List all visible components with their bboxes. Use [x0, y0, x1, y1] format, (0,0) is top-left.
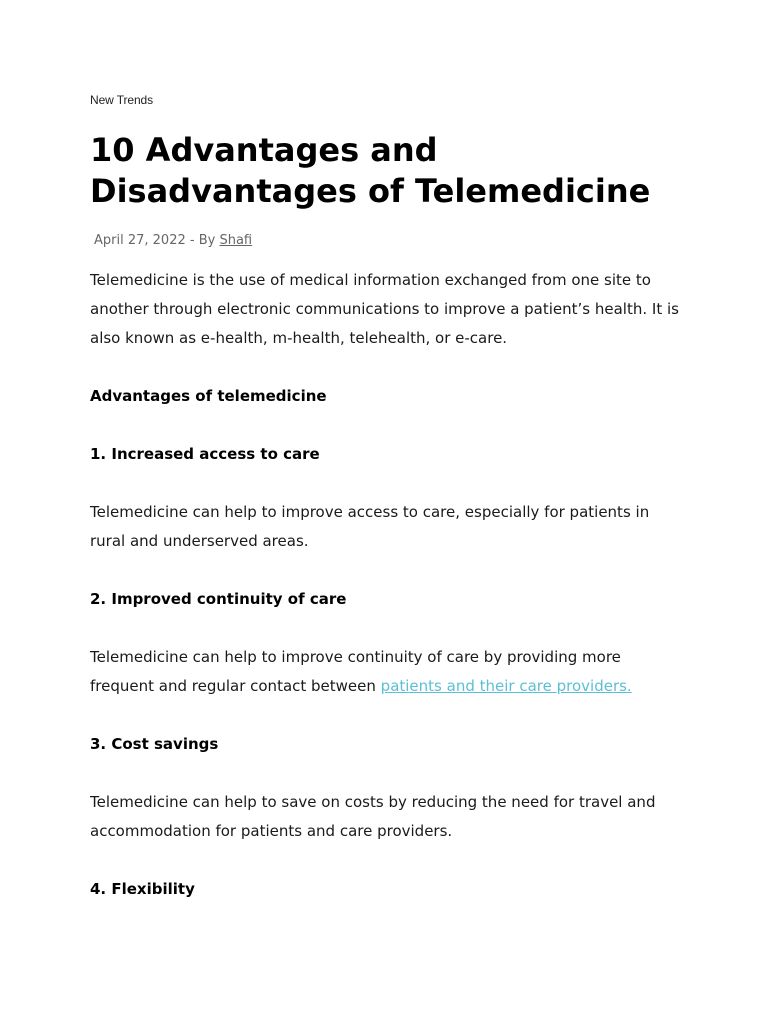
spacer — [90, 353, 680, 382]
author-link[interactable]: Shafi — [219, 233, 253, 248]
spacer — [90, 614, 680, 643]
article-body — [90, 266, 680, 904]
publish-date: April 27, 2022 — [94, 233, 186, 248]
item-text-2 — [90, 643, 680, 701]
intro-paragraph: Telemedicine is the use of medical information exchanged from one site to another through electronic communications to improve a patient’s health. It is also known as e-health, m-health, telehealth, or e-care. — [90, 271, 679, 347]
item-heading-3: 3. Cost savings — [90, 735, 219, 753]
item-heading-2: 2. Improved continuity of care — [90, 590, 347, 608]
spacer — [90, 556, 680, 585]
spacer — [90, 846, 680, 875]
article-meta — [94, 233, 252, 248]
spacer — [90, 759, 680, 788]
item-heading-4: 4. Flexibility — [90, 880, 195, 898]
spacer — [90, 411, 680, 440]
item-text-1: Telemedicine can help to improve access to care, especially for patients in rural and underserved areas. — [90, 503, 650, 550]
spacer — [90, 701, 680, 730]
care-providers-link[interactable]: patients and their care providers. — [380, 677, 632, 695]
spacer — [90, 469, 680, 498]
article-title: 10 Advantages and Disadvantages of Telemedicine — [90, 131, 651, 210]
section-heading: Advantages of telemedicine — [90, 387, 327, 405]
item-heading-1: 1. Increased access to care — [90, 445, 320, 463]
by-separator: - By — [185, 233, 220, 248]
item-text-3: Telemedicine can help to save on costs by reducing the need for travel and accommodation for patients and care providers. — [90, 793, 656, 840]
category-label[interactable]: New Trends — [90, 93, 154, 107]
item-text-2-body: Telemedicine can help to improve continuity of care by providing more frequent and regular contact between — [90, 648, 621, 695]
